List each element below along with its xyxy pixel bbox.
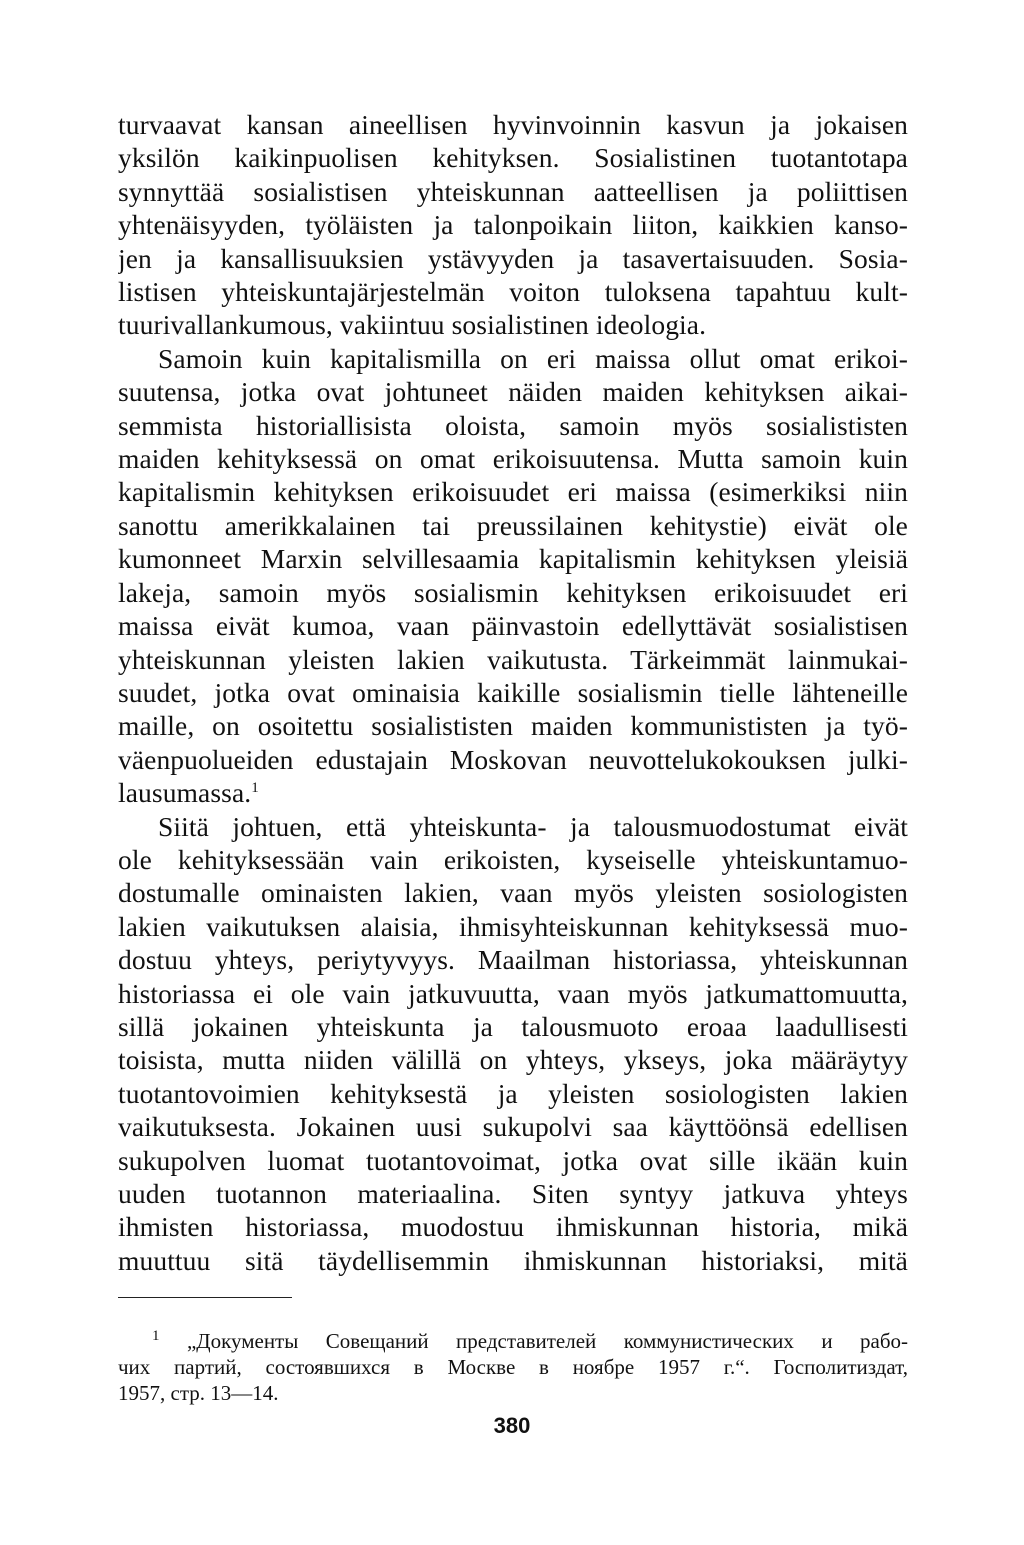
footnote-line: 1957, стр. 13—14. xyxy=(118,1381,279,1405)
text-line: yhtenäisyyden, työläisten ja talonpoikain liiton, kaikkien kanso- xyxy=(118,209,908,241)
text-line: listisen yhteiskuntajärjestelmän voiton tuloksena tapahtuu kult- xyxy=(118,276,908,308)
text-line: ihmisten historiassa, muodostuu ihmiskunnan historia, mikä xyxy=(118,1211,908,1243)
text-line: historiassa ei ole vain jatkuvuutta, vaan myös jatkumattomuutta, xyxy=(118,977,908,1009)
text-line: semmista historiallisista oloista, samoin myös sosialististen xyxy=(118,409,908,441)
footnote-line xyxy=(118,1328,908,1354)
text-line: suudet, jotka ovat ominaisia kaikille sosialismin tielle lähteneille xyxy=(118,676,908,708)
text-line: yksilön kaikinpuolisen kehityksen. Sosialistinen tuotantotapa xyxy=(118,142,908,174)
text-line: maille, on osoitettu sosialististen maiden kommunististen ja työ- xyxy=(118,710,908,742)
text-line: tuurivallankumous, vakiintuu sosialistinen ideologia. xyxy=(118,309,707,341)
text-line: sillä jokainen yhteiskunta ja talousmuoto eroaa laadullisesti xyxy=(118,1010,908,1042)
page-body xyxy=(118,108,908,1277)
text-line: tuotantovoimien kehityksestä ja yleisten sosiologisten lakien xyxy=(118,1077,908,1109)
text-line: lausumassa. xyxy=(118,777,252,809)
footnote-divider xyxy=(118,1297,292,1298)
text-line: lakien vaikutuksen alaisia, ihmisyhteiskunnan kehityksessä muo- xyxy=(118,910,908,942)
text-line: kumonneet Marxin selvillesaamia kapitalismin kehityksen yleisiä xyxy=(118,543,908,575)
text-line: kapitalismin kehityksen erikoisuudet eri maissa (esimerkiksi niin xyxy=(118,476,908,508)
footnote-reference[interactable]: 1 xyxy=(251,779,259,796)
footnote-line: чих партий, состоявшихся в Москве в ноябре 1957 г.“. Госполитиздат, xyxy=(118,1355,908,1379)
text-line: lakeja, samoin myös sosialismin kehityksen erikoisuudet eri xyxy=(118,576,908,608)
text-line: yhteiskunnan yleisten lakien vaikutusta. Tärkeimmät lainmukai- xyxy=(118,643,908,675)
text-line: sanottu amerikkalainen tai preussilainen kehitystie) eivät ole xyxy=(118,509,908,541)
text-line: maissa eivät kumoa, vaan päinvastoin edellyttävät sosialistisen xyxy=(118,610,908,642)
main-text xyxy=(118,108,908,1277)
text-line: vaikutuksesta. Jokainen uusi sukupolvi saa käyttöönsä edellisen xyxy=(118,1111,908,1143)
text-line: Siitä johtuen, että yhteiskunta- ja talousmuodostumat eivät xyxy=(158,810,908,842)
text-line: suutensa, jotka ovat johtuneet näiden maiden kehityksen aikai- xyxy=(118,376,908,408)
text-line: toisista, mutta niiden välillä on yhteys, ykseys, joka määräytyy xyxy=(118,1044,908,1076)
text-line: turvaavat kansan aineellisen hyvinvoinnin kasvun ja jokaisen xyxy=(118,109,908,140)
text-line-with-footnote-ref xyxy=(118,776,908,809)
text-line: dostumalle ominaisten lakien, vaan myös yleisten sosiologisten xyxy=(118,877,908,909)
footnote xyxy=(118,1328,908,1406)
text-line: synnyttää sosialistisen yhteiskunnan aatteellisen ja poliittisen xyxy=(118,175,908,207)
footnote-text: „Документы Совещаний представителей коммунистических и рабо- xyxy=(186,1329,908,1353)
text-line: dostuu yhteys, periytyvyys. Maailman historiassa, yhteiskunnan xyxy=(118,944,908,976)
text-line: muuttuu sitä täydellisemmin ihmiskunnan historiaksi, mitä xyxy=(118,1244,908,1276)
text-line: ole kehityksessään vain erikoisten, kyseiselle yhteiskuntamuo- xyxy=(118,843,908,875)
text-line: uuden tuotannon materiaalina. Siten syntyy jatkuva yhteys xyxy=(118,1178,908,1209)
text-line: jen ja kansallisuuksien ystävyyden ja tasavertaisuuden. Sosia- xyxy=(118,242,908,274)
text-line: väenpuolueiden edustajain Moskovan neuvottelukokouksen julki- xyxy=(118,743,908,775)
text-line: maiden kehityksessä on omat erikoisuutensa. Mutta samoin kuin xyxy=(118,443,908,475)
text-line: Samoin kuin kapitalismilla on eri maissa ollut omat erikoi- xyxy=(158,342,908,374)
page-number: 380 xyxy=(493,1413,531,1438)
footnote-marker: 1 xyxy=(152,1328,160,1344)
text-line: sukupolven luomat tuotantovoimat, jotka ovat sille ikään kuin xyxy=(118,1144,908,1176)
